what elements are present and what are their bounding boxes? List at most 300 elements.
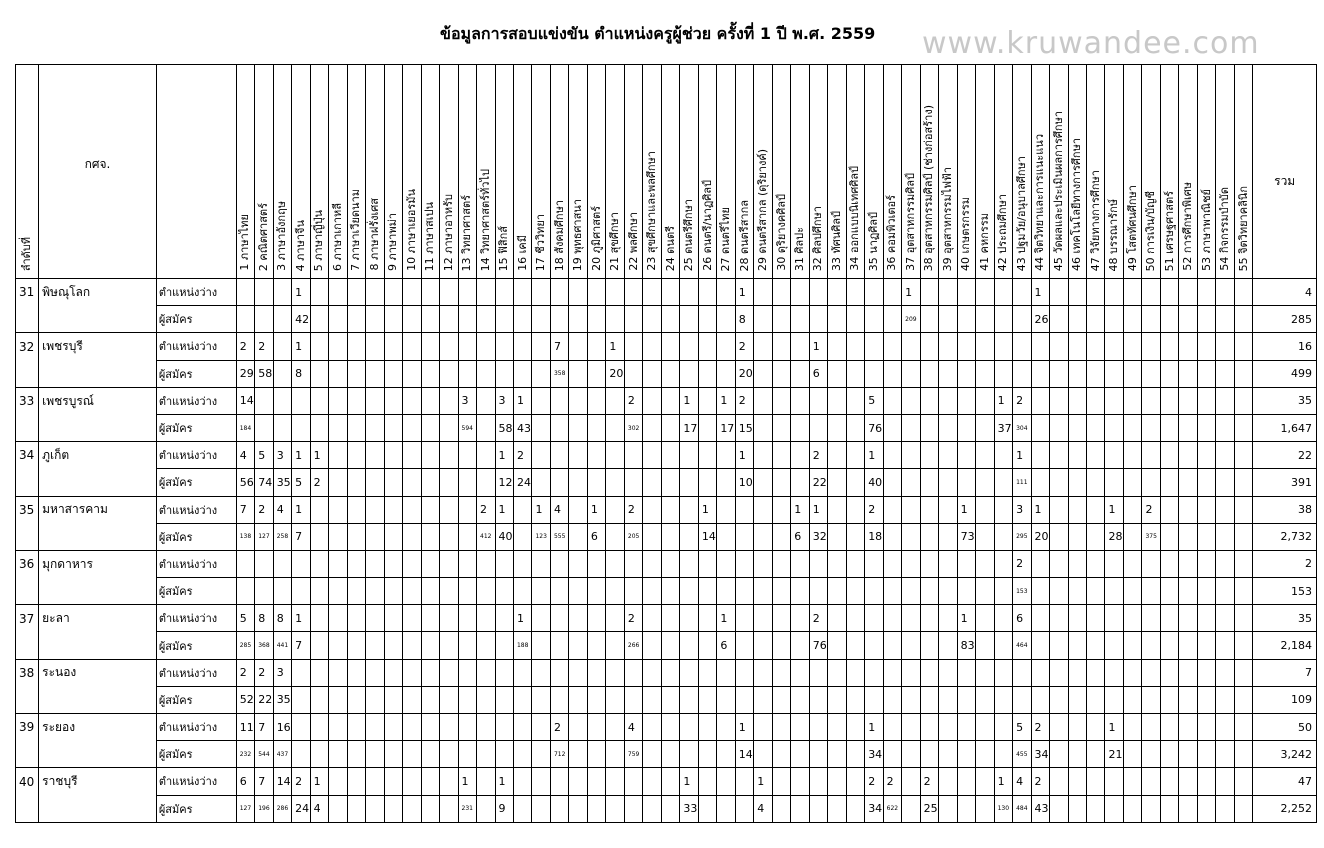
- value-cell: [1234, 306, 1252, 333]
- value-cell: [1160, 360, 1178, 387]
- value-cell: 58: [255, 360, 273, 387]
- value-cell: [366, 795, 384, 822]
- row-index: [16, 523, 39, 550]
- value-cell: [1197, 414, 1215, 441]
- value-cell: [1050, 496, 1068, 523]
- value-cell: [772, 469, 790, 496]
- value-cell: 8: [255, 605, 273, 632]
- row-total: 38: [1253, 496, 1317, 523]
- value-cell: 2: [236, 333, 254, 360]
- value-cell: 196: [255, 795, 273, 822]
- value-cell: [495, 741, 513, 768]
- row-total: 2: [1253, 550, 1317, 577]
- value-cell: [1179, 605, 1197, 632]
- row-type: ผู้สมัคร: [156, 523, 236, 550]
- value-cell: [828, 795, 846, 822]
- value-cell: [366, 659, 384, 686]
- value-cell: [828, 387, 846, 414]
- header-agency: กศจ.: [39, 65, 157, 279]
- row-total: 2,732: [1253, 523, 1317, 550]
- value-cell: [994, 442, 1012, 469]
- value-cell: [643, 686, 661, 713]
- value-cell: 1: [680, 768, 698, 795]
- row-index: 36: [16, 550, 39, 577]
- value-cell: 205: [624, 523, 642, 550]
- header-type: [156, 65, 236, 279]
- value-cell: [828, 523, 846, 550]
- value-cell: [1197, 714, 1215, 741]
- value-cell: [329, 279, 347, 306]
- table-row: [16, 714, 1317, 741]
- value-cell: [828, 496, 846, 523]
- value-cell: [458, 469, 476, 496]
- row-type: ผู้สมัคร: [156, 306, 236, 333]
- value-cell: 455: [1013, 741, 1031, 768]
- header-subject: 21 สุขศึกษา: [606, 65, 624, 279]
- value-cell: [828, 279, 846, 306]
- value-cell: [772, 714, 790, 741]
- value-cell: [846, 659, 864, 686]
- value-cell: [1105, 414, 1123, 441]
- value-cell: [403, 442, 421, 469]
- value-cell: 127: [255, 523, 273, 550]
- value-cell: [329, 741, 347, 768]
- value-cell: [976, 632, 994, 659]
- value-cell: [1216, 387, 1234, 414]
- value-cell: [347, 306, 365, 333]
- value-cell: [735, 659, 753, 686]
- value-cell: [403, 360, 421, 387]
- value-cell: [643, 469, 661, 496]
- value-cell: [347, 605, 365, 632]
- value-cell: [624, 659, 642, 686]
- header-subject: 41 คหกรรม: [976, 65, 994, 279]
- value-cell: [1197, 550, 1215, 577]
- value-cell: 14: [273, 768, 291, 795]
- value-cell: [477, 306, 495, 333]
- value-cell: [421, 360, 439, 387]
- value-cell: [477, 360, 495, 387]
- value-cell: [347, 550, 365, 577]
- value-cell: [1031, 387, 1049, 414]
- value-cell: [569, 523, 587, 550]
- value-cell: [624, 578, 642, 605]
- value-cell: [828, 333, 846, 360]
- value-cell: [310, 523, 328, 550]
- value-cell: 16: [273, 714, 291, 741]
- value-cell: [846, 523, 864, 550]
- value-cell: [902, 659, 920, 686]
- value-cell: [1087, 469, 1105, 496]
- value-cell: [1013, 360, 1031, 387]
- value-cell: 35: [273, 469, 291, 496]
- value-cell: [329, 414, 347, 441]
- value-cell: [976, 578, 994, 605]
- value-cell: [310, 360, 328, 387]
- value-cell: [532, 550, 550, 577]
- value-cell: [791, 442, 809, 469]
- table-row: [16, 387, 1317, 414]
- value-cell: [680, 333, 698, 360]
- value-cell: [292, 414, 310, 441]
- value-cell: 138: [236, 523, 254, 550]
- value-cell: [994, 659, 1012, 686]
- value-cell: [1050, 387, 1068, 414]
- value-cell: [1216, 414, 1234, 441]
- value-cell: [532, 659, 550, 686]
- value-cell: [1234, 578, 1252, 605]
- value-cell: [902, 605, 920, 632]
- value-cell: [1105, 360, 1123, 387]
- value-cell: [310, 550, 328, 577]
- value-cell: [606, 714, 624, 741]
- value-cell: [643, 306, 661, 333]
- value-cell: [1123, 496, 1141, 523]
- header-subject: 6 ภาษาเกาหลี: [329, 65, 347, 279]
- value-cell: [865, 605, 883, 632]
- value-cell: [791, 306, 809, 333]
- table-row: [16, 659, 1317, 686]
- value-cell: 712: [550, 741, 568, 768]
- value-cell: [495, 306, 513, 333]
- value-cell: [403, 741, 421, 768]
- value-cell: 130: [994, 795, 1012, 822]
- value-cell: [1105, 333, 1123, 360]
- value-cell: [1234, 442, 1252, 469]
- header-subject: 45 วัดผลและประเมินผลการศึกษา: [1050, 65, 1068, 279]
- value-cell: [1160, 496, 1178, 523]
- value-cell: [624, 279, 642, 306]
- value-cell: [1013, 306, 1031, 333]
- value-cell: [1234, 360, 1252, 387]
- value-cell: [643, 360, 661, 387]
- value-cell: [883, 442, 901, 469]
- value-cell: [772, 605, 790, 632]
- row-index: 34: [16, 442, 39, 469]
- value-cell: [661, 469, 679, 496]
- value-cell: [513, 496, 531, 523]
- row-type: ตำแหน่งว่าง: [156, 714, 236, 741]
- table-row: [16, 795, 1317, 822]
- header-index: ลำดับที่: [16, 65, 39, 279]
- header-subject: 16 เคมี: [513, 65, 531, 279]
- value-cell: [661, 659, 679, 686]
- value-cell: [1050, 686, 1068, 713]
- value-cell: [1123, 578, 1141, 605]
- value-cell: [1142, 578, 1160, 605]
- value-cell: [754, 469, 772, 496]
- value-cell: [846, 714, 864, 741]
- value-cell: [458, 578, 476, 605]
- value-cell: [1087, 578, 1105, 605]
- value-cell: [735, 578, 753, 605]
- value-cell: [939, 523, 957, 550]
- row-province: [39, 686, 157, 713]
- value-cell: [846, 387, 864, 414]
- value-cell: [1068, 414, 1086, 441]
- value-cell: [772, 686, 790, 713]
- value-cell: [902, 333, 920, 360]
- value-cell: [440, 632, 458, 659]
- value-cell: [791, 387, 809, 414]
- value-cell: [717, 360, 735, 387]
- value-cell: [587, 605, 605, 632]
- value-cell: 40: [495, 523, 513, 550]
- value-cell: 1: [994, 768, 1012, 795]
- value-cell: [809, 578, 827, 605]
- value-cell: [1234, 741, 1252, 768]
- row-province: [39, 741, 157, 768]
- value-cell: [976, 605, 994, 632]
- value-cell: [1087, 496, 1105, 523]
- value-cell: 2: [624, 387, 642, 414]
- value-cell: [1068, 578, 1086, 605]
- value-cell: 3: [273, 659, 291, 686]
- value-cell: [347, 414, 365, 441]
- value-cell: [957, 360, 975, 387]
- row-index: 32: [16, 333, 39, 360]
- value-cell: [458, 632, 476, 659]
- value-cell: 34: [1031, 741, 1049, 768]
- value-cell: [754, 414, 772, 441]
- value-cell: [440, 442, 458, 469]
- value-cell: [366, 714, 384, 741]
- row-type: ผู้สมัคร: [156, 686, 236, 713]
- value-cell: [1179, 414, 1197, 441]
- value-cell: [1234, 523, 1252, 550]
- value-cell: [902, 632, 920, 659]
- value-cell: [384, 741, 402, 768]
- value-cell: [735, 768, 753, 795]
- value-cell: [698, 279, 716, 306]
- value-cell: [1179, 279, 1197, 306]
- value-cell: [643, 442, 661, 469]
- value-cell: 58: [495, 414, 513, 441]
- value-cell: 2: [1013, 387, 1031, 414]
- value-cell: [477, 714, 495, 741]
- value-cell: [883, 414, 901, 441]
- header-subject: 37 อุตสาหกรรมศิลป์: [902, 65, 920, 279]
- value-cell: [513, 686, 531, 713]
- value-cell: [1234, 659, 1252, 686]
- row-province: [39, 414, 157, 441]
- row-province: [39, 469, 157, 496]
- value-cell: 266: [624, 632, 642, 659]
- value-cell: [1197, 605, 1215, 632]
- value-cell: [809, 306, 827, 333]
- value-cell: 2: [1031, 714, 1049, 741]
- value-cell: [939, 659, 957, 686]
- value-cell: 1: [791, 496, 809, 523]
- value-cell: [1160, 306, 1178, 333]
- value-cell: [1050, 550, 1068, 577]
- value-cell: [329, 686, 347, 713]
- value-cell: [624, 360, 642, 387]
- value-cell: [1123, 768, 1141, 795]
- value-cell: [569, 578, 587, 605]
- header-subject: 35 นาฏศิลป์: [865, 65, 883, 279]
- value-cell: [846, 279, 864, 306]
- value-cell: [957, 795, 975, 822]
- header-subject: 15 ฟิสิกส์: [495, 65, 513, 279]
- value-cell: [1234, 686, 1252, 713]
- value-cell: 5: [865, 387, 883, 414]
- row-index: 37: [16, 605, 39, 632]
- value-cell: [791, 414, 809, 441]
- value-cell: [754, 306, 772, 333]
- value-cell: [1031, 550, 1049, 577]
- value-cell: [772, 523, 790, 550]
- value-cell: [1105, 279, 1123, 306]
- value-cell: [698, 360, 716, 387]
- value-cell: [532, 306, 550, 333]
- value-cell: [550, 414, 568, 441]
- value-cell: [273, 360, 291, 387]
- value-cell: [1160, 442, 1178, 469]
- value-cell: [828, 605, 846, 632]
- value-cell: [458, 360, 476, 387]
- value-cell: [384, 659, 402, 686]
- value-cell: [606, 414, 624, 441]
- value-cell: [661, 605, 679, 632]
- header-subject: 46 เทคโนโลยีทางการศึกษา: [1068, 65, 1086, 279]
- value-cell: [643, 632, 661, 659]
- value-cell: [661, 414, 679, 441]
- value-cell: [846, 578, 864, 605]
- value-cell: [273, 306, 291, 333]
- value-cell: 26: [1031, 306, 1049, 333]
- value-cell: [754, 279, 772, 306]
- table-row: [16, 523, 1317, 550]
- value-cell: [1068, 496, 1086, 523]
- value-cell: [366, 632, 384, 659]
- value-cell: [587, 686, 605, 713]
- value-cell: 6: [587, 523, 605, 550]
- value-cell: [1179, 578, 1197, 605]
- value-cell: [366, 550, 384, 577]
- value-cell: [569, 360, 587, 387]
- value-cell: [310, 659, 328, 686]
- value-cell: [421, 523, 439, 550]
- value-cell: [1123, 360, 1141, 387]
- value-cell: [717, 768, 735, 795]
- value-cell: [1142, 333, 1160, 360]
- value-cell: [902, 442, 920, 469]
- row-total: 47: [1253, 768, 1317, 795]
- value-cell: [1197, 360, 1215, 387]
- value-cell: [329, 306, 347, 333]
- value-cell: [1160, 741, 1178, 768]
- value-cell: 4: [273, 496, 291, 523]
- row-index: 33: [16, 387, 39, 414]
- row-index: 38: [16, 659, 39, 686]
- value-cell: [717, 469, 735, 496]
- value-cell: [458, 741, 476, 768]
- value-cell: [403, 686, 421, 713]
- value-cell: 304: [1013, 414, 1031, 441]
- value-cell: [698, 768, 716, 795]
- value-cell: [846, 414, 864, 441]
- value-cell: [1031, 360, 1049, 387]
- value-cell: [366, 333, 384, 360]
- value-cell: [939, 768, 957, 795]
- value-cell: [458, 442, 476, 469]
- value-cell: [1105, 605, 1123, 632]
- value-cell: [939, 795, 957, 822]
- row-province: ระยอง: [39, 714, 157, 741]
- value-cell: [698, 632, 716, 659]
- value-cell: [994, 360, 1012, 387]
- value-cell: 188: [513, 632, 531, 659]
- value-cell: [754, 523, 772, 550]
- value-cell: [994, 496, 1012, 523]
- row-type: ผู้สมัคร: [156, 578, 236, 605]
- value-cell: [1142, 360, 1160, 387]
- value-cell: 1: [735, 279, 753, 306]
- value-cell: [366, 686, 384, 713]
- value-cell: [754, 496, 772, 523]
- value-cell: [1031, 333, 1049, 360]
- value-cell: [495, 550, 513, 577]
- value-cell: [606, 550, 624, 577]
- value-cell: [920, 333, 938, 360]
- value-cell: [1031, 578, 1049, 605]
- value-cell: 1: [994, 387, 1012, 414]
- value-cell: [292, 714, 310, 741]
- value-cell: [1087, 550, 1105, 577]
- value-cell: [403, 659, 421, 686]
- value-cell: 1: [587, 496, 605, 523]
- value-cell: [477, 387, 495, 414]
- value-cell: [550, 686, 568, 713]
- value-cell: [606, 496, 624, 523]
- value-cell: [1123, 279, 1141, 306]
- value-cell: [920, 306, 938, 333]
- value-cell: [717, 523, 735, 550]
- value-cell: [698, 605, 716, 632]
- value-cell: [698, 306, 716, 333]
- value-cell: 1: [292, 279, 310, 306]
- value-cell: [1050, 306, 1068, 333]
- header-subject: 43 ปฐมวัย/อนุบาลศึกษา: [1013, 65, 1031, 279]
- value-cell: 7: [236, 496, 254, 523]
- value-cell: [865, 578, 883, 605]
- value-cell: [994, 306, 1012, 333]
- value-cell: [403, 414, 421, 441]
- value-cell: [976, 279, 994, 306]
- value-cell: [440, 550, 458, 577]
- value-cell: 3: [458, 387, 476, 414]
- value-cell: [772, 442, 790, 469]
- value-cell: 4: [550, 496, 568, 523]
- row-total: 50: [1253, 714, 1317, 741]
- header-subject: 42 ประถมศึกษา: [994, 65, 1012, 279]
- value-cell: [1142, 686, 1160, 713]
- value-cell: [1123, 714, 1141, 741]
- value-cell: [939, 360, 957, 387]
- value-cell: [717, 442, 735, 469]
- value-cell: 40: [865, 469, 883, 496]
- value-cell: 594: [458, 414, 476, 441]
- value-cell: 15: [735, 414, 753, 441]
- value-cell: [976, 360, 994, 387]
- value-cell: [717, 578, 735, 605]
- value-cell: [440, 306, 458, 333]
- value-cell: [1123, 741, 1141, 768]
- value-cell: 1: [513, 605, 531, 632]
- row-type: ผู้สมัคร: [156, 414, 236, 441]
- value-cell: 759: [624, 741, 642, 768]
